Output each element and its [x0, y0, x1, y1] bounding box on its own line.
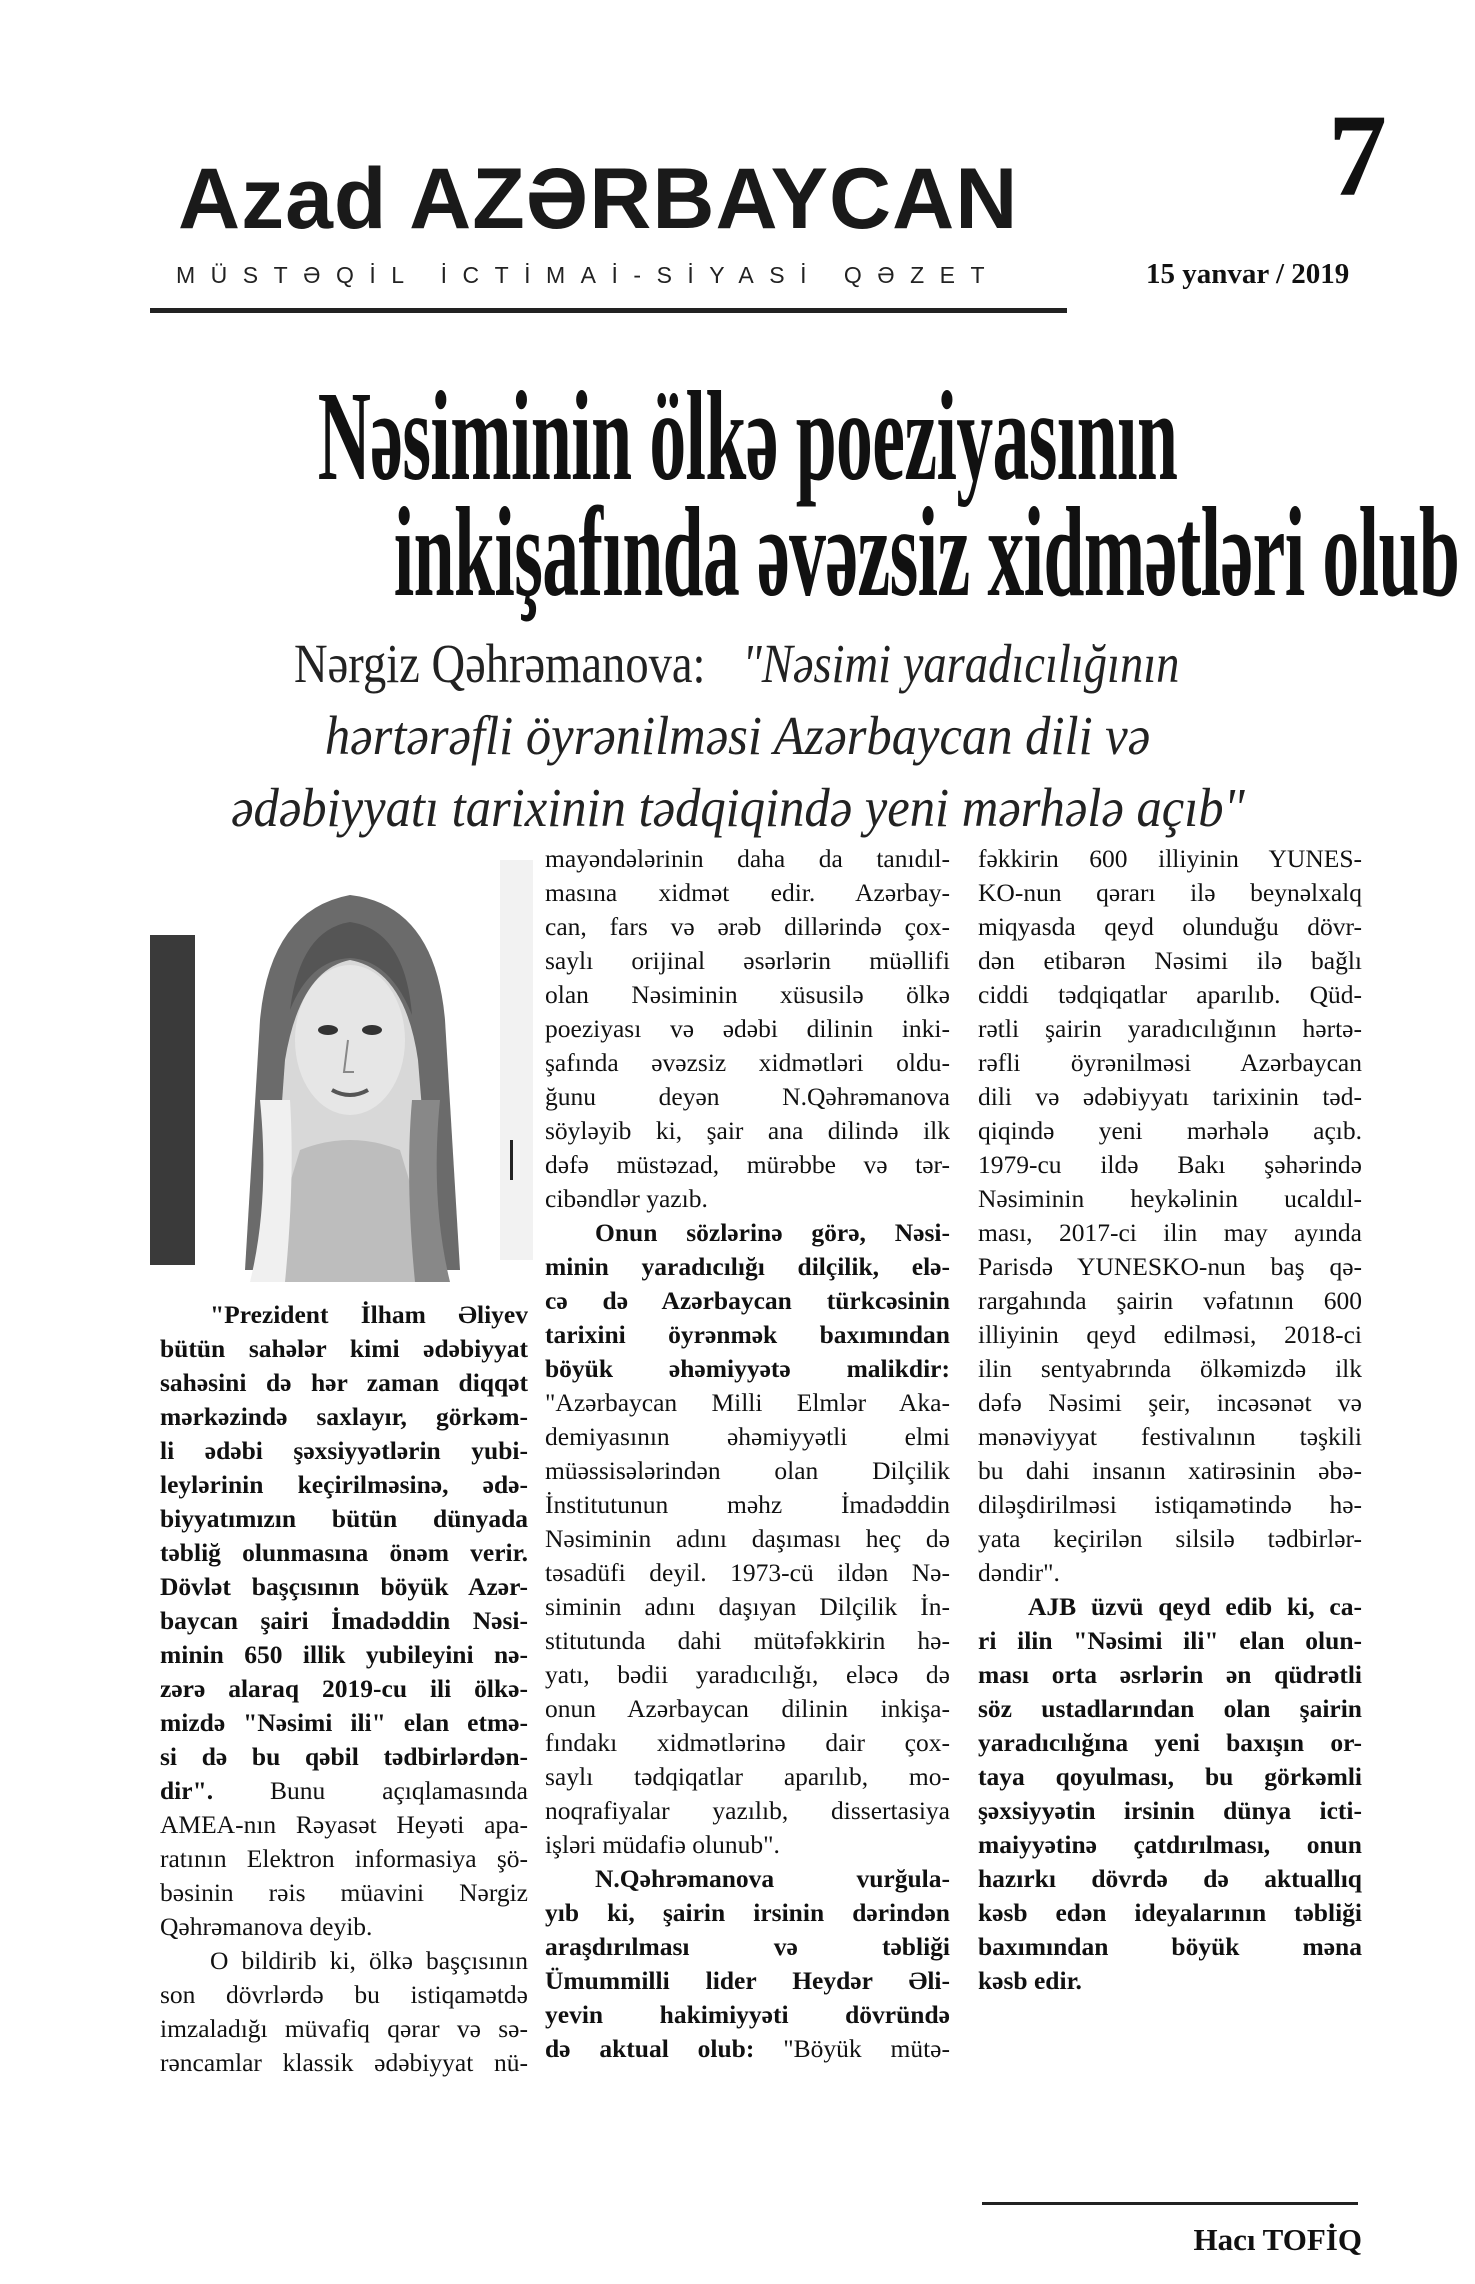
- text-line: [545, 1964, 950, 1998]
- page-number: 7: [1328, 90, 1387, 221]
- text-segment: yata keçirilən silsilə tədbirlər-: [978, 1524, 1362, 1553]
- text-line: [160, 1570, 528, 1604]
- text-line: [545, 1250, 950, 1284]
- text-segment: Dövlət başçısının böyük Azər-: [160, 1572, 528, 1601]
- text-segment: müəssisələrindən olan Dilçilik: [545, 1456, 950, 1485]
- text-line: [545, 1590, 950, 1624]
- text-line: [160, 1366, 528, 1400]
- text-line: [978, 978, 1362, 1012]
- paragraph: [545, 842, 950, 1216]
- text-line: [160, 1774, 528, 1808]
- text-segment: tarixini öyrənmək baxımından: [545, 1320, 950, 1349]
- text-segment: minin 650 illik yubileyini nə-: [160, 1640, 528, 1669]
- text-segment: mənəviyyat festivalının təşkili: [978, 1422, 1362, 1451]
- text-segment: miqyasda qeyd olunduğu dövr-: [978, 912, 1362, 941]
- text-line: [978, 1522, 1362, 1556]
- text-line: [978, 1454, 1362, 1488]
- text-segment: şafında əvəzsiz xidmətləri oldu-: [545, 1048, 950, 1077]
- text-line: [545, 1760, 950, 1794]
- text-segment: şəxsiyyətin irsinin dünya icti-: [978, 1796, 1362, 1825]
- text-segment: mayəndələrinin daha da tanıdıl-: [545, 844, 950, 873]
- newspaper-subtitle: MÜSTƏQİL İCTİMAİ-SİYASİ QƏZET: [176, 262, 1001, 288]
- text-segment: masına xidmət edir. Azərbay-: [545, 878, 950, 907]
- text-segment: baxımından böyük məna: [978, 1932, 1362, 1961]
- text-line: [545, 1998, 950, 2032]
- text-segment: kəsb edən ideyalarının təbliği: [978, 1898, 1362, 1927]
- text-line: [160, 1944, 528, 1978]
- text-segment: mizdə "Nəsimi ili" elan etmə-: [160, 1708, 528, 1737]
- text-line: [160, 1672, 528, 1706]
- headline-line-2: [0, 481, 1475, 623]
- text-line: [545, 1556, 950, 1590]
- text-line: [160, 1298, 528, 1332]
- text-line: [978, 944, 1362, 978]
- text-line: [545, 1318, 950, 1352]
- text-segment: ilin sentyabrında ölkəmizdə ilk: [978, 1354, 1362, 1383]
- text-segment: "Böyük mütə-: [754, 2034, 950, 2063]
- text-line: [978, 1386, 1362, 1420]
- text-segment: işləri müdafiə olunub".: [545, 1830, 780, 1859]
- text-line: [160, 1434, 528, 1468]
- text-line: [545, 1726, 950, 1760]
- text-line: [160, 1468, 528, 1502]
- text-line: [160, 1740, 528, 1774]
- text-line: [545, 1624, 950, 1658]
- text-segment: dəfə müstəzad, mürəbbe və tər-: [545, 1150, 950, 1179]
- text-segment: ciddi tədqiqatlar aparılıb. Qüd-: [978, 980, 1362, 1009]
- text-segment: dən etibarən Nəsimi ilə bağlı: [978, 946, 1362, 975]
- text-line: [978, 1182, 1362, 1216]
- text-segment: araşdırılması və təbliği: [545, 1932, 950, 1961]
- text-segment: "Prezident İlham Əliyev: [210, 1300, 528, 1329]
- text-line: [978, 1658, 1362, 1692]
- text-line: [545, 1522, 950, 1556]
- text-line: [160, 1808, 528, 1842]
- subheadline-line-2: [0, 700, 1475, 772]
- text-segment: baycan şairi İmadəddin Nəsi-: [160, 1606, 528, 1635]
- text-line: [545, 2032, 950, 2066]
- text-line: [545, 1454, 950, 1488]
- portrait-photo-icon: [150, 850, 533, 1282]
- text-segment: Qəhrəmanova deyib.: [160, 1912, 373, 1941]
- text-segment: 1979-cu ildə Bakı şəhərində: [978, 1150, 1362, 1179]
- text-segment: ri ilin "Nəsimi ili" elan olun-: [978, 1626, 1362, 1655]
- byline-divider: [982, 2202, 1358, 2205]
- text-segment: noqrafiyalar yazılıb, dissertasiya: [545, 1796, 950, 1825]
- issue-date: 15 yanvar / 2019: [1146, 258, 1350, 290]
- text-line: [545, 978, 950, 1012]
- text-segment: ğunu deyən N.Qəhrəmanova: [545, 1082, 950, 1111]
- author-byline: Hacı TOFİQ: [1193, 2222, 1362, 2257]
- text-line: [978, 1862, 1362, 1896]
- text-segment: minin yaradıcılığı dilçilik, elə-: [545, 1252, 950, 1281]
- text-line: [978, 842, 1362, 876]
- text-line: [160, 1876, 528, 1910]
- text-line: [160, 1978, 528, 2012]
- text-line: [978, 1590, 1362, 1624]
- text-segment: illiyinin qeyd edilməsi, 2018-ci: [978, 1320, 1362, 1349]
- text-segment: ması, 2017-ci ilin may ayında: [978, 1218, 1362, 1247]
- text-line: [978, 1114, 1362, 1148]
- newspaper-title: Azad AZƏRBAYCAN: [178, 151, 1019, 247]
- text-segment: dir".: [160, 1776, 214, 1805]
- text-line: [160, 1502, 528, 1536]
- text-line: [160, 1536, 528, 1570]
- text-segment: təbliğ olunmasına önəm verir.: [160, 1538, 528, 1567]
- text-segment: zərə alaraq 2019-cu ili ölkə-: [160, 1674, 528, 1703]
- text-line: [978, 1046, 1362, 1080]
- text-segment: rətli şairin yaradıcılığının hərtə-: [978, 1014, 1362, 1043]
- paragraph: [160, 1944, 528, 2080]
- text-segment: AJB üzvü qeyd edib ki, ca-: [1028, 1592, 1362, 1621]
- text-segment: Bunu açıqlamasında: [213, 1776, 528, 1805]
- text-line: [545, 1284, 950, 1318]
- text-segment: siminin adını daşıyan Dilçilik İn-: [545, 1592, 950, 1621]
- text-line: [545, 1692, 950, 1726]
- text-line: [978, 910, 1362, 944]
- headline-text: inkişafında əvəzsiz xidmətləri olub: [393, 481, 1460, 623]
- text-line: [545, 1896, 950, 1930]
- text-segment: Ümummilli lider Heydər Əli-: [545, 1966, 950, 1995]
- text-line: [978, 1556, 1362, 1590]
- text-segment: olan Nəsiminin xüsusilə ölkə: [545, 980, 950, 1009]
- text-line: [978, 1080, 1362, 1114]
- text-line: [160, 2012, 528, 2046]
- paragraph: [545, 1216, 950, 1862]
- text-segment: ratının Elektron informasiya şö-: [160, 1844, 528, 1873]
- text-line: [545, 1114, 950, 1148]
- text-line: [545, 1148, 950, 1182]
- text-line: [545, 1216, 950, 1250]
- text-line: [978, 1896, 1362, 1930]
- text-line: [545, 1930, 950, 1964]
- text-segment: can, fars və ərəb dillərində çox-: [545, 912, 950, 941]
- article-column-3: [978, 842, 1362, 1998]
- text-segment: dəfə Nəsimi şeir, incəsənət və: [978, 1388, 1362, 1417]
- text-segment: li ədəbi şəxsiyyətlərin yubi-: [160, 1436, 528, 1465]
- text-line: [978, 1726, 1362, 1760]
- text-line: [545, 910, 950, 944]
- headline-text: Nəsiminin ölkə poeziyasının: [317, 365, 1178, 507]
- text-segment: demiyasının əhəmiyyətli elmi: [545, 1422, 950, 1451]
- subheadline-text: hərtərəfli öyrənilməsi Azərbaycan dili və: [324, 705, 1151, 766]
- text-line: [545, 1012, 950, 1046]
- text-segment: onun Azərbaycan dilinin inkişa-: [545, 1694, 950, 1723]
- text-line: [545, 1046, 950, 1080]
- text-segment: böyük əhəmiyyətə malikdir:: [545, 1354, 950, 1383]
- text-line: [545, 1862, 950, 1896]
- masthead-divider: [150, 308, 1067, 313]
- text-segment: poeziyası və ədəbi dilinin inki-: [545, 1014, 950, 1043]
- text-segment: son dövrlərdə bu istiqamətdə: [160, 1980, 528, 2009]
- text-segment: Onun sözlərinə görə, Nəsi-: [595, 1218, 950, 1247]
- text-line: [978, 1284, 1362, 1318]
- paragraph: [545, 1862, 950, 2066]
- paragraph: [160, 1298, 528, 1944]
- text-segment: söz ustadlarından olan şairin: [978, 1694, 1362, 1723]
- text-segment: rəfli öyrənilməsi Azərbaycan: [978, 1048, 1362, 1077]
- text-line: [160, 1910, 528, 1944]
- text-line: [978, 1624, 1362, 1658]
- text-line: [978, 1420, 1362, 1454]
- text-segment: də aktual olub:: [545, 2034, 755, 2063]
- text-line: [978, 1794, 1362, 1828]
- text-line: [978, 1318, 1362, 1352]
- text-segment: yıb ki, şairin irsinin dərindən: [545, 1898, 950, 1927]
- text-line: [545, 1420, 950, 1454]
- text-segment: biyyatımızın bütün dünyada: [160, 1504, 528, 1533]
- subheadline-text: ədəbiyyatı tarixinin tədqiqində yeni mərhələ açıb": [230, 777, 1245, 838]
- text-segment: taya qoyulması, bu görkəmli: [978, 1762, 1362, 1791]
- text-segment: AMEA-nın Rəyasət Heyəti apa-: [160, 1810, 528, 1839]
- text-line: [545, 1386, 950, 1420]
- text-line: [160, 1332, 528, 1366]
- text-segment: mərkəzində saxlayır, görkəm-: [160, 1402, 528, 1431]
- text-line: [545, 1828, 950, 1862]
- text-segment: "Azərbaycan Milli Elmlər Aka-: [545, 1388, 950, 1417]
- subheadline-line-3: [0, 772, 1475, 844]
- text-segment: fəkkirin 600 illiyinin YUNES-: [978, 844, 1362, 873]
- text-line: [545, 944, 950, 978]
- text-line: [160, 1604, 528, 1638]
- text-line: [978, 1148, 1362, 1182]
- text-segment: kəsb edir.: [978, 1966, 1082, 1995]
- text-segment: rargahında şairin vəfatının 600: [978, 1286, 1362, 1315]
- text-line: [978, 1012, 1362, 1046]
- text-segment: Nəsiminin adını daşıması heç də: [545, 1524, 950, 1553]
- text-segment: imzaladığı müvafiq qərar və sə-: [160, 2014, 528, 2043]
- text-segment: KO-nun qərarı ilə beynəlxalq: [978, 878, 1362, 907]
- text-segment: maiyyətinə çatdırılması, onun: [978, 1830, 1362, 1859]
- text-segment: Nəsiminin heykəlinin ucaldıl-: [978, 1184, 1362, 1213]
- text-segment: leylərinin keçirilməsinə, ədə-: [160, 1470, 528, 1499]
- text-line: [978, 1352, 1362, 1386]
- text-segment: si də bu qəbil tədbirlərdən-: [160, 1742, 528, 1771]
- text-segment: rəncamlar klassik ədəbiyyat nü-: [160, 2048, 528, 2077]
- text-segment: söyləyib ki, şair ana dilində ilk: [545, 1116, 950, 1145]
- text-segment: ması orta əsrlərin ən qüdrətli: [978, 1660, 1362, 1689]
- text-segment: Parisdə YUNESKO-nun baş qə-: [978, 1252, 1362, 1281]
- text-segment: bütün sahələr kimi ədəbiyyat: [160, 1334, 528, 1363]
- text-segment: stitutunda dahi mütəfəkkirin hə-: [545, 1626, 950, 1655]
- text-line: [978, 1692, 1362, 1726]
- text-segment: saylı orijinal əsərlərin müəllifi: [545, 946, 950, 975]
- text-segment: sahəsini də hər zaman diqqət: [160, 1368, 528, 1397]
- text-segment: O bildirib ki, ölkə başçısının: [210, 1946, 528, 1975]
- text-line: [978, 1828, 1362, 1862]
- text-line: [978, 1488, 1362, 1522]
- text-segment: dəndir".: [978, 1558, 1060, 1587]
- text-segment: bu dahi insanın xatirəsinin əbə-: [978, 1456, 1362, 1485]
- text-line: [545, 876, 950, 910]
- text-segment: cibəndlər yazıb.: [545, 1184, 708, 1213]
- paragraph: [978, 842, 1362, 1590]
- text-segment: fındakı xidmətlərinə dair çox-: [545, 1728, 950, 1757]
- text-segment: bəsinin rəis müavini Nərgiz: [160, 1878, 528, 1907]
- text-segment: hazırkı dövrdə də aktuallıq: [978, 1864, 1362, 1893]
- text-segment: N.Qəhrəmanova vurğula-: [595, 1864, 950, 1893]
- text-line: [545, 1080, 950, 1114]
- text-segment: yaradıcılığına yeni baxışın or-: [978, 1728, 1362, 1757]
- text-segment: qiqində yeni mərhələ açıb.: [978, 1116, 1362, 1145]
- text-line: [978, 1964, 1362, 1998]
- text-segment: İnstitutunun məhz İmadəddin: [545, 1490, 950, 1519]
- text-line: [978, 1250, 1362, 1284]
- subheadline-quote: "Nəsimi yaradıcılığının: [742, 633, 1180, 694]
- subheadline-line-1: [0, 628, 1475, 700]
- text-line: [160, 1706, 528, 1740]
- text-line: [545, 842, 950, 876]
- text-line: [545, 1182, 950, 1216]
- text-segment: təsadüfi deyil. 1973-cü ildən Nə-: [545, 1558, 950, 1587]
- text-line: [160, 1400, 528, 1434]
- text-line: [545, 1658, 950, 1692]
- text-line: [978, 1930, 1362, 1964]
- text-segment: cə də Azərbaycan türkcəsinin: [545, 1286, 950, 1315]
- subheadline-speaker: Nərgiz Qəhrəmanova:: [294, 633, 706, 694]
- text-line: [545, 1488, 950, 1522]
- article-column-1: [160, 1298, 528, 2080]
- text-line: [978, 876, 1362, 910]
- text-segment: saylı tədqiqatlar aparılıb, mo-: [545, 1762, 950, 1791]
- text-segment: diləşdirilməsi istiqamətində hə-: [978, 1490, 1362, 1519]
- text-line: [160, 1842, 528, 1876]
- text-line: [978, 1216, 1362, 1250]
- text-line: [978, 1760, 1362, 1794]
- text-segment: yevin hakimiyyəti dövründə: [545, 2000, 950, 2029]
- article-column-2: [545, 842, 950, 2066]
- text-segment: dili və ədəbiyyatı tarixinin təd-: [978, 1082, 1362, 1111]
- text-segment: yatı, bədii yaradıcılığı, eləcə də: [545, 1660, 950, 1689]
- text-line: [545, 1352, 950, 1386]
- text-line: [545, 1794, 950, 1828]
- text-line: [160, 2046, 528, 2080]
- paragraph: [978, 1590, 1362, 1998]
- text-line: [160, 1638, 528, 1672]
